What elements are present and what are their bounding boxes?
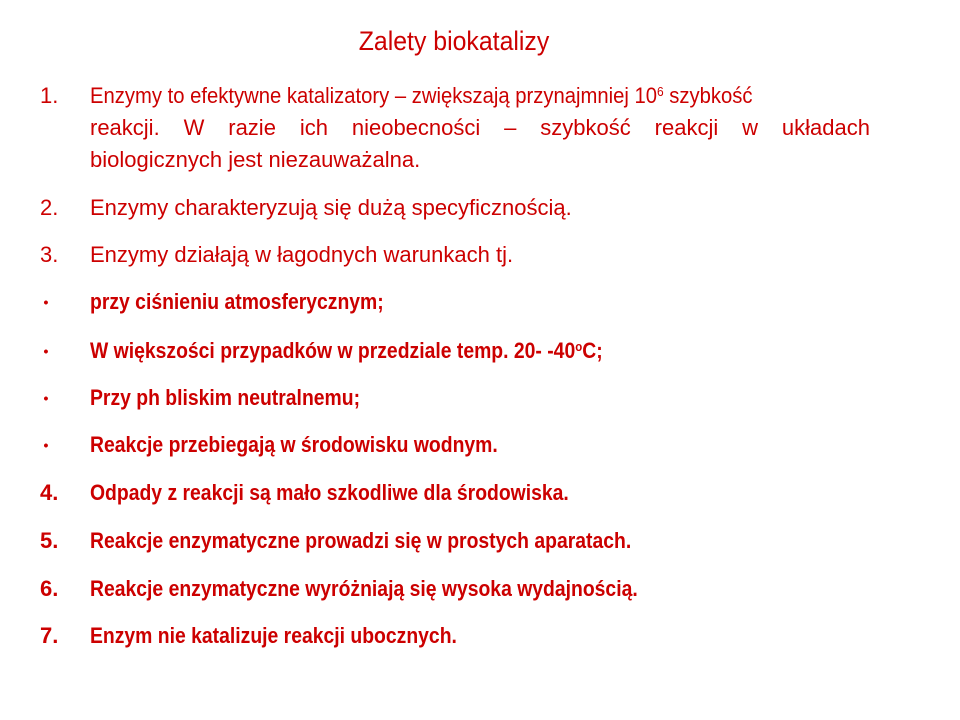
- item-number: 6.: [40, 576, 59, 601]
- item-number: 5.: [40, 528, 59, 553]
- item-text: Enzym nie katalizuje reakcji ubocznych.: [90, 623, 457, 648]
- item-text: Enzymy działają w łagodnych warunkach tj.: [90, 242, 514, 267]
- slide-title: Zalety biokatalizy: [358, 26, 550, 56]
- bullet-item-3: [40, 382, 870, 414]
- bullet-item-2: [40, 335, 870, 367]
- item-text-line: Enzymy to efektywne katalizatory – zwiększają przynajmniej $10^6$ szybkość: [90, 83, 753, 108]
- bullet-icon: •: [43, 294, 49, 310]
- bullet-item-1: [40, 286, 870, 318]
- item-text: Reakcje przebiegają w środowisku wodnym.: [90, 432, 498, 457]
- item-text-line: reakcji. W razie ich nieobecności – szybkość reakcji w układach: [90, 115, 870, 140]
- item-text: Reakcje enzymatyczne prowadzi się w prostych aparatach.: [90, 528, 632, 553]
- list-item-1: [40, 80, 870, 180]
- list-item-7: [40, 620, 870, 652]
- item-number: 3.: [40, 242, 59, 267]
- item-text: przy ciśnieniu atmosferycznym;: [90, 289, 384, 314]
- bullet-icon: •: [43, 437, 49, 453]
- item-text: [90, 80, 870, 176]
- item-text: Odpady z reakcji są mało szkodliwe dla środowiska.: [90, 480, 569, 505]
- bullet-icon: •: [43, 343, 49, 359]
- item-text-line: biologicznych jest niezauważalna.: [90, 147, 421, 172]
- superscript: 6: [656, 84, 664, 99]
- item-number: 2.: [40, 195, 59, 220]
- item-text: Reakcje enzymatyczne wyróżniają się wysoka wydajnością.: [90, 576, 638, 601]
- item-text: Enzymy charakteryzują się dużą specyficznością.: [90, 195, 572, 220]
- item-number: 1.: [40, 83, 59, 108]
- list-item-3: [40, 239, 870, 271]
- list-item-4: [40, 477, 870, 509]
- superscript: o: [575, 339, 583, 354]
- bullet-item-4: [40, 429, 870, 461]
- item-number: 7.: [40, 623, 59, 648]
- list-item-2: [40, 192, 870, 224]
- list-item-5: [40, 525, 870, 557]
- item-text: Przy ph bliskim neutralnemu;: [90, 385, 361, 410]
- bullet-icon: •: [43, 390, 49, 406]
- item-text: W większości przypadków w przedziale temp. 20- -40$^o$C;: [90, 338, 603, 363]
- item-number: 4.: [40, 480, 59, 505]
- list-item-6: [40, 573, 870, 605]
